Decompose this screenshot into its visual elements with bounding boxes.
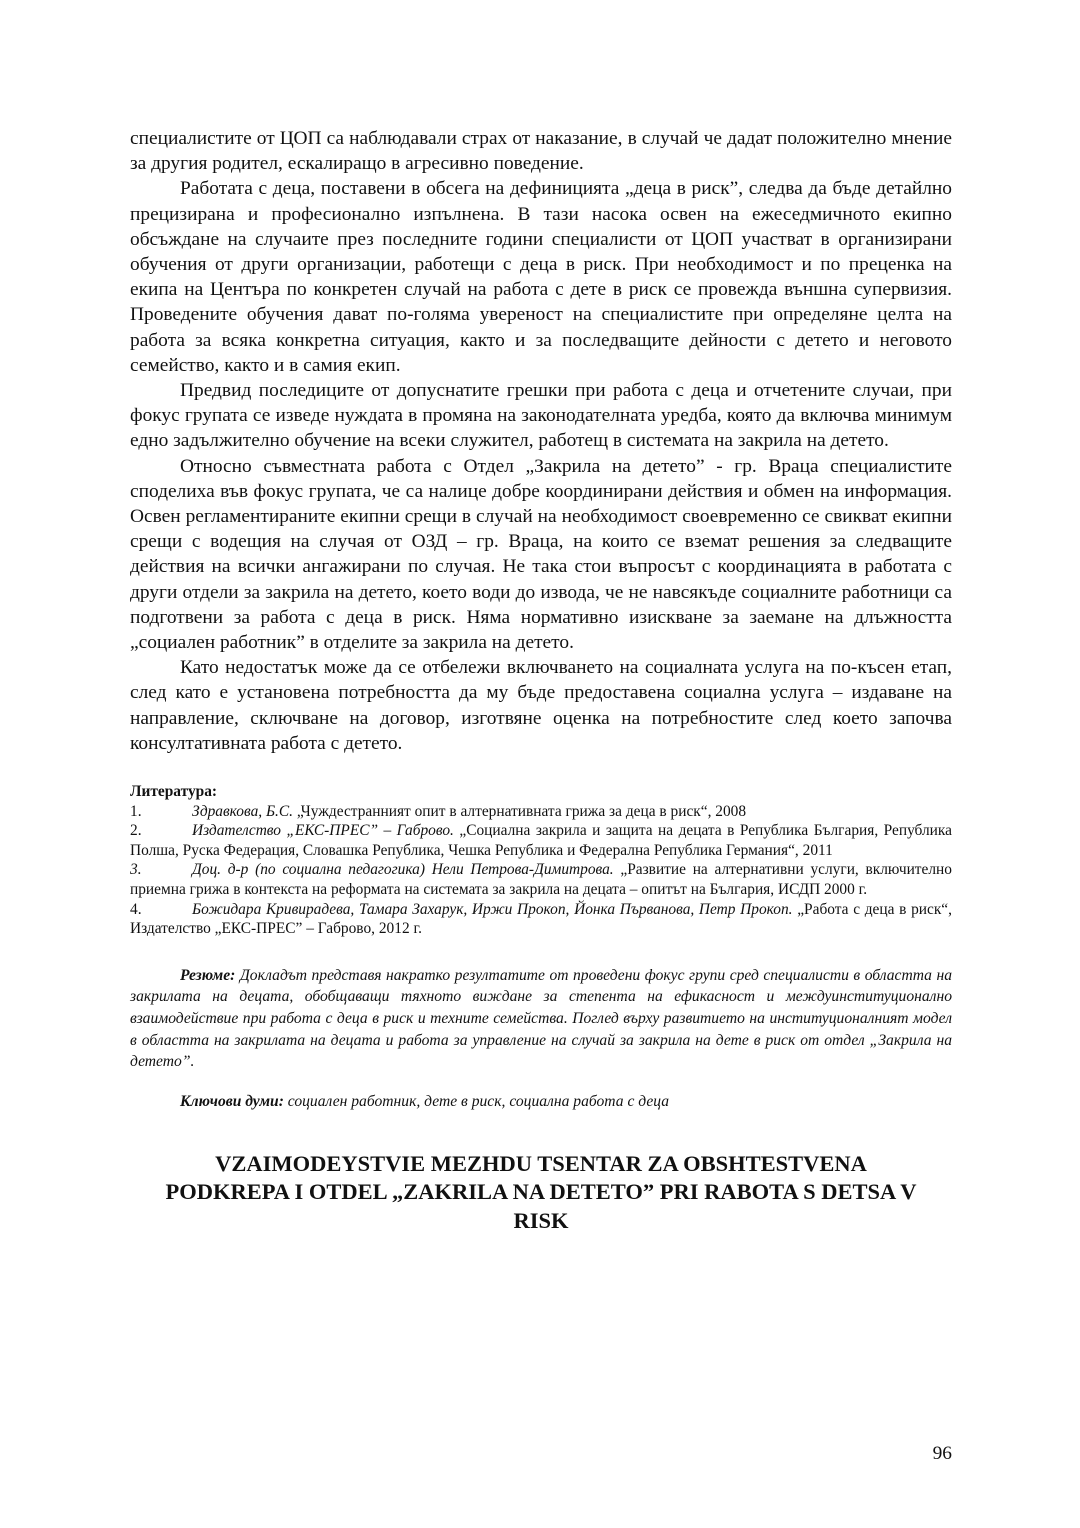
reference-author: Доц. д-р (по социална педагогика) Нели Петрова-Димитрова. <box>192 861 614 879</box>
reference-number: 2. <box>130 822 142 840</box>
body-paragraph-4: Относно съвместната работа с Отдел „Закрила на детето” - гр. Враца специалистите споделиха във фокус групата, че са налице добре координирани действия и обмен на информация. Освен регламентираните екипни срещи в случай на необходимост своевременно се свикват екипни срещи с водещия на случая от ОЗД – гр. Враца, на които се вземат решения за следващите действия на всички ангажирани по случая. Не така стои въпросът с координацията в работата с други отдели за закрила на детето, което води до извода, че не навсякъде социалните работници са подготвени за работа с деца в риск. Няма нормативно изискване за заемане на длъжността „социален работник” в отделите за закрила на детето. <box>130 455 952 654</box>
reference-text: „Социална закрила и защита на децата в Република България, Република Полша, Руска Федерация, Словашка Република, Чешка Република и Федерална Република Германия“, 2011 <box>130 822 952 859</box>
reference-item <box>130 860 952 899</box>
body-paragraph-5: Като недостатък може да се отбележи включването на социалната услуга на по-късен етап, след като е установена потребността да му бъде предоставена социална услуга – издаване на направление, сключване на договор, изготвяне оценка на потребностите след което започва консултативната работа с детето. <box>130 657 952 754</box>
reference-author: Божидара Кривирадева, Тамара Захарук, Иржи Прокоп, Йонка Първанова, Петр Прокоп. <box>192 900 793 918</box>
summary-text: Докладът представя накратко резултатите от проведени фокус групи сред специалисти в областта на закрилата на децата, обобщаващи тяхното виждане за степента на ефикасност и междуинституционално взаимодействие при работа с деца в риск и техните семейства. Поглед върху развитието на институционалният модел в областта на закрилата на децата и работа за управление на случай за закрила на дете в риск от отдел „Закрила на детето”. <box>130 966 952 1071</box>
body-paragraph-1: специалистите от ЦОП са наблюдавали страх от наказание, в случай че дадат положително мнение за другия родител, ескалиращо в агресивно поведение. <box>130 128 952 175</box>
keywords-text: социален работник, дете в риск, социална работа с деца <box>283 1092 670 1110</box>
reference-item <box>130 802 952 822</box>
keywords-label: Ключови думи: <box>180 1092 284 1110</box>
reference-number: 3. <box>130 861 142 879</box>
body-paragraph-3: Предвид последиците от допуснатите грешки при работа с деца и отчетените случаи, при фокус групата се изведе нуждата в промяна на законодателната уредба, която да включва минимум едно задължително обучение на всеки служител, работещ в системата на закрила на детето. <box>130 380 952 452</box>
document-page <box>130 126 952 1235</box>
summary-label: Резюме: <box>180 966 236 984</box>
references-section <box>130 782 952 939</box>
reference-text: „Развитие на алтернативни услуги, включително приемна грижа в контекста на реформата на системата за закрила на децата – опитът на България, ИСДП 2000 г. <box>130 861 952 899</box>
reference-author: Издателство „ЕКС-ПРЕС” – Габрово. <box>192 822 454 840</box>
reference-text: „Работа с деца в риск“, Издателство „ЕКС-ПРЕС” – Габрово, 2012 г. <box>130 900 952 938</box>
reference-author: Здравкова, Б.С. <box>192 802 293 820</box>
summary-abstract <box>130 965 952 1073</box>
reference-number: 1. <box>130 802 142 820</box>
reference-item <box>130 900 952 939</box>
keywords-line <box>130 1091 952 1112</box>
references-heading: Литература: <box>130 783 218 801</box>
body-paragraph-2: Работата с деца, поставени в обсега на дефиницията „деца в риск”, следва да бъде детайлно прецизирана и професионално изпълнена. В тази насока освен на ежеседмичното екипно обсъждане на случаите през последните години специалисти от ЦОП участват в организирани обучения от други организации, работещи с деца в риск. При необходимост и по преценка на екипа на Центъра по конкретен случай на работа с дете в риск се провежда външна супервизия. Проведените обучения дават по-голяма увереност на специалистите при определяне целта на работа за всяка конкретна ситуация, както и за последващите дейности с детето и неговото семейство, както и в самия екип. <box>130 178 952 376</box>
page-number: 96 <box>932 1443 952 1464</box>
reference-item <box>130 821 952 860</box>
article-title-latin: VZAIMODEYSTVIE MEZHDU TSENTAR ZA OBSHTESTVENA PODKREPA I OTDEL „ZAKRILA NA DETETO” PRI RABOTA S DETSA V RISK <box>165 1150 917 1233</box>
reference-number: 4. <box>130 900 142 918</box>
reference-text: „Чуждестранният опит в алтернативната грижа за деца в риск“, 2008 <box>293 802 747 820</box>
